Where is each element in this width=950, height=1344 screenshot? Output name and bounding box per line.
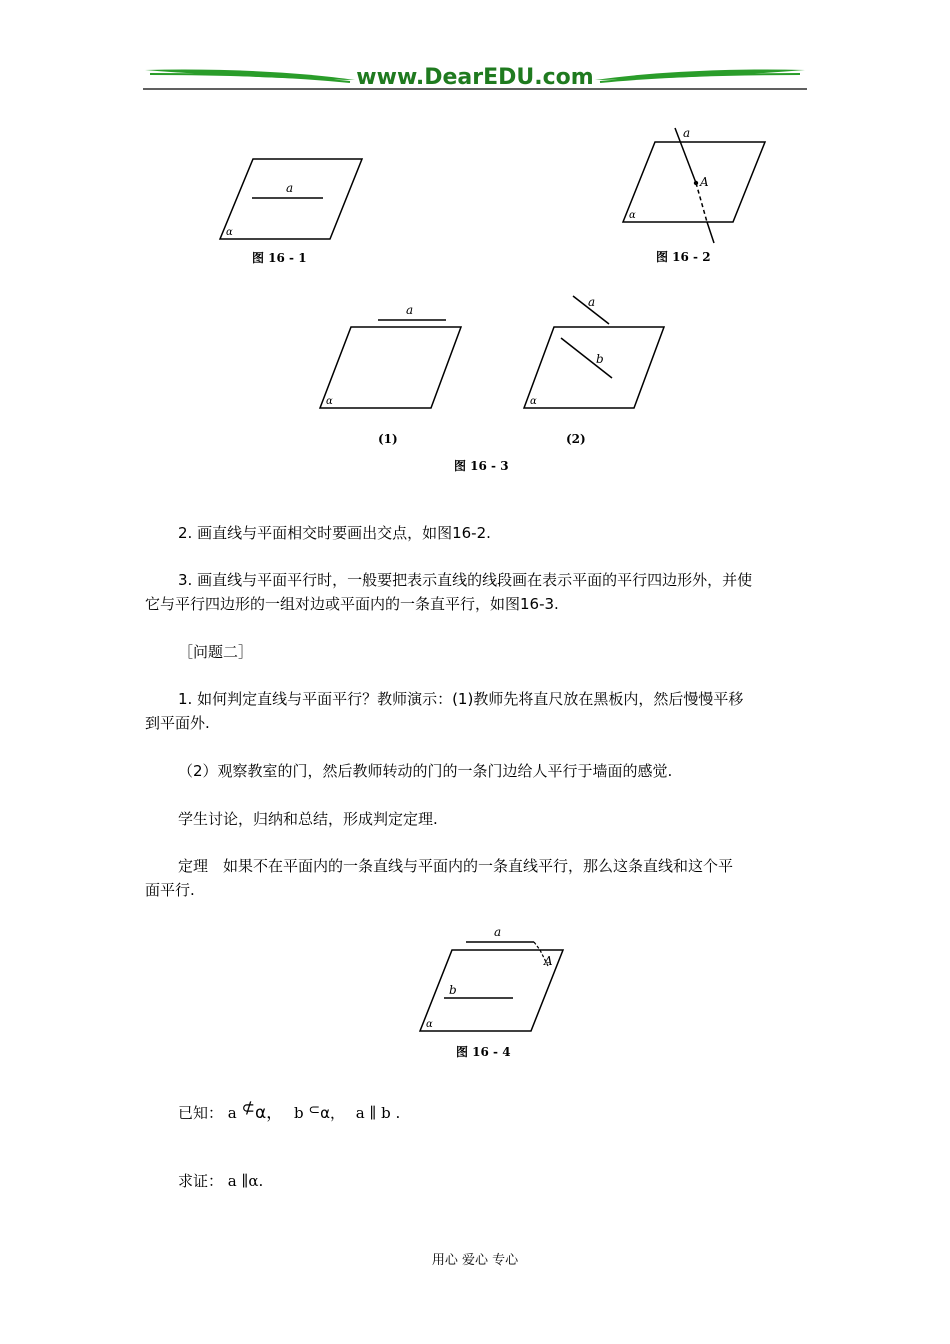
paragraph-2: 2. 画直线与平面相交时要画出交点，如图16-2. xyxy=(178,524,491,542)
line-a-label-1: a xyxy=(406,303,414,317)
plane-label: α xyxy=(629,210,636,221)
footer-text: 用心 爱心 专心 xyxy=(431,1253,519,1268)
discussion-text: 学生讨论，归纳和总结，形成判定定理. xyxy=(178,810,438,828)
line-a-label: a xyxy=(286,181,294,195)
given-a: a xyxy=(227,1104,237,1122)
given-parallel: a ∥ b . xyxy=(355,1104,401,1122)
given-b: b xyxy=(293,1104,304,1122)
plane-parallelogram xyxy=(623,142,765,222)
site-logo-text: www.DearEDU.com xyxy=(356,65,594,90)
intersection-point xyxy=(694,181,698,185)
question-1-line-1: 1. 如何判定直线与平面平行？教师演示：(1)教师先将直尺放在黑板内，然后慢慢平移 xyxy=(178,690,744,708)
plane-label: α xyxy=(426,1019,433,1030)
paragraph-3-line-1: 3. 画直线与平面平行时，一般要把表示直线的线段画在表示平面的平行四边形外，并使 xyxy=(178,571,753,589)
plane-parallelogram xyxy=(420,950,563,1031)
plane-parallelogram-2 xyxy=(524,327,664,408)
plane-label-2: α xyxy=(530,396,537,407)
line-a-label: a xyxy=(494,925,502,939)
subset-symbol: ⊂ xyxy=(308,1102,321,1118)
given-statement xyxy=(178,1098,401,1126)
plane-label: α xyxy=(226,227,233,238)
line-b-label-2: b xyxy=(596,352,604,366)
plane-parallelogram-1 xyxy=(320,327,461,408)
figure-caption: 图 16 - 2 xyxy=(656,250,711,264)
figure-caption: 图 16 - 3 xyxy=(454,459,509,473)
prove-statement: 求证： a ∥α. xyxy=(178,1172,264,1190)
figure-16-2 xyxy=(615,125,775,270)
theorem-line-1: 定理 如果不在平面内的一条直线与平面内的一条直线平行，那么这条直线和这个平 xyxy=(178,857,734,875)
header-banner xyxy=(140,60,810,92)
sub-caption-2: (2) xyxy=(566,432,586,446)
given-alpha-1: α， xyxy=(254,1103,284,1123)
given-alpha-2: α， xyxy=(320,1104,345,1122)
sub-caption-1: (1) xyxy=(378,432,398,446)
question-2-text: （2）观察教室的门，然后教师转动的门的一条门边给人平行于墙面的感觉. xyxy=(178,762,673,780)
figure-16-3 xyxy=(310,290,680,480)
paragraph-3-line-2: 它与平行四边形的一组对边或平面内的一条直平行，如图16-3. xyxy=(145,595,559,613)
given-label: 已知： xyxy=(178,1104,224,1122)
point-a-label: A xyxy=(700,175,709,189)
line-a-below xyxy=(707,222,714,243)
figure-16-4 xyxy=(410,920,575,1065)
point-a-label: A xyxy=(544,954,553,968)
figure-caption: 图 16 - 4 xyxy=(456,1045,511,1059)
figure-16-1 xyxy=(210,150,380,275)
line-a-label: a xyxy=(683,126,691,140)
not-subset-symbol: ⊄ xyxy=(241,1098,255,1117)
plane-parallelogram xyxy=(220,159,362,239)
figure-caption: 图 16 - 1 xyxy=(252,251,307,265)
line-a-label-2: a xyxy=(588,295,596,309)
line-b-2 xyxy=(561,338,612,378)
plane-label-1: α xyxy=(326,396,333,407)
theorem-line-2: 面平行. xyxy=(145,881,195,899)
line-b-label: b xyxy=(449,983,457,997)
section-heading-question-2: ［问题二］ xyxy=(178,643,254,661)
question-1-line-2: 到平面外. xyxy=(145,714,210,732)
